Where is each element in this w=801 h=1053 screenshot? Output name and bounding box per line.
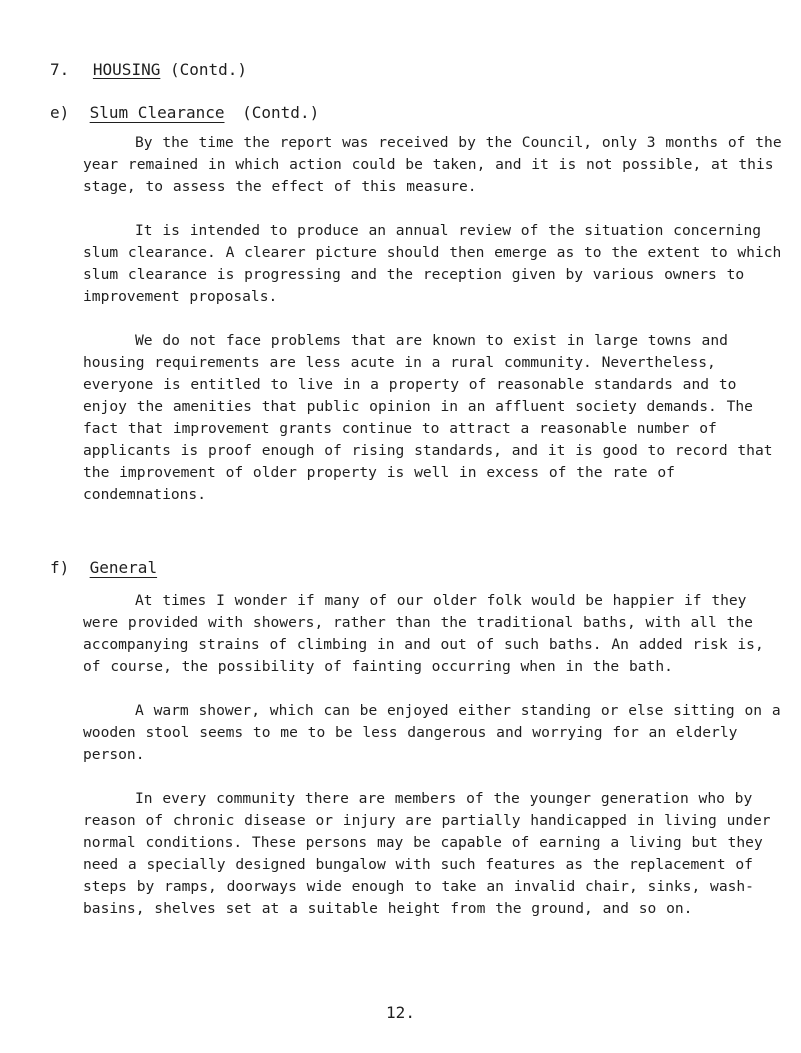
subsection-letter: f) (50, 558, 70, 577)
paragraph: In every community there are members of the younger generation who by reason of chronic disease or injury are partially handicapped in living under normal conditions. These persons may be capable of earning a living but they need a specially designed bungalow with such features as the replacement of steps by ramps, doorways wide enough to take an invalid chair, sinks, wash-basins, shelves set at a suitable height from the ground, and so on. (83, 790, 771, 917)
subsection-heading-e (50, 103, 319, 122)
section-number: 7. (50, 60, 70, 79)
paragraph: It is intended to produce an annual review of the situation concerning slum clearance. A clearer picture should then emerge as to the extent to which slum clearance is progressing and the reception given by various owners to improvement proposals. (83, 222, 782, 305)
subsection-letter: e) (50, 103, 70, 122)
paragraph: At times I wonder if many of our older folk would be happier if they were provided with showers, rather than the traditional baths, with all the accompanying strains of climbing in and out of such baths. An added risk is, of course, the possibility of fainting occurring when in the bath. (83, 592, 764, 675)
section-suffix: (Contd.) (169, 60, 248, 79)
subsection-title: General (89, 558, 158, 577)
section-heading (50, 60, 247, 79)
paragraph: By the time the report was received by the Council, only 3 months of the year remained in which action could be taken, and it is not possible, at this stage, to assess the effect of this measure. (83, 134, 782, 195)
subsection-title: Slum Clearance (89, 103, 225, 122)
paragraph: A warm shower, which can be enjoyed either standing or else sitting on a wooden stool seems to me to be less dangerous and worrying for an elderly person. (83, 702, 781, 763)
page-number: 12. (386, 1003, 415, 1022)
subsection-heading-f (50, 558, 157, 577)
paragraph: We do not face problems that are known to exist in large towns and housing requirements are less acute in a rural community. Nevertheless, everyone is entitled to live in a property of reasonable standards and to enjoy the amenities that public opinion in an affluent society demands. The fact that improvement grants continue to attract a reasonable number of applicants is proof enough of rising standards, and it is good to record that the improvement of older property is well in excess of the rate of condemnations. (83, 332, 773, 503)
subsection-suffix: (Contd.) (242, 103, 320, 122)
section-title: HOUSING (92, 60, 161, 79)
